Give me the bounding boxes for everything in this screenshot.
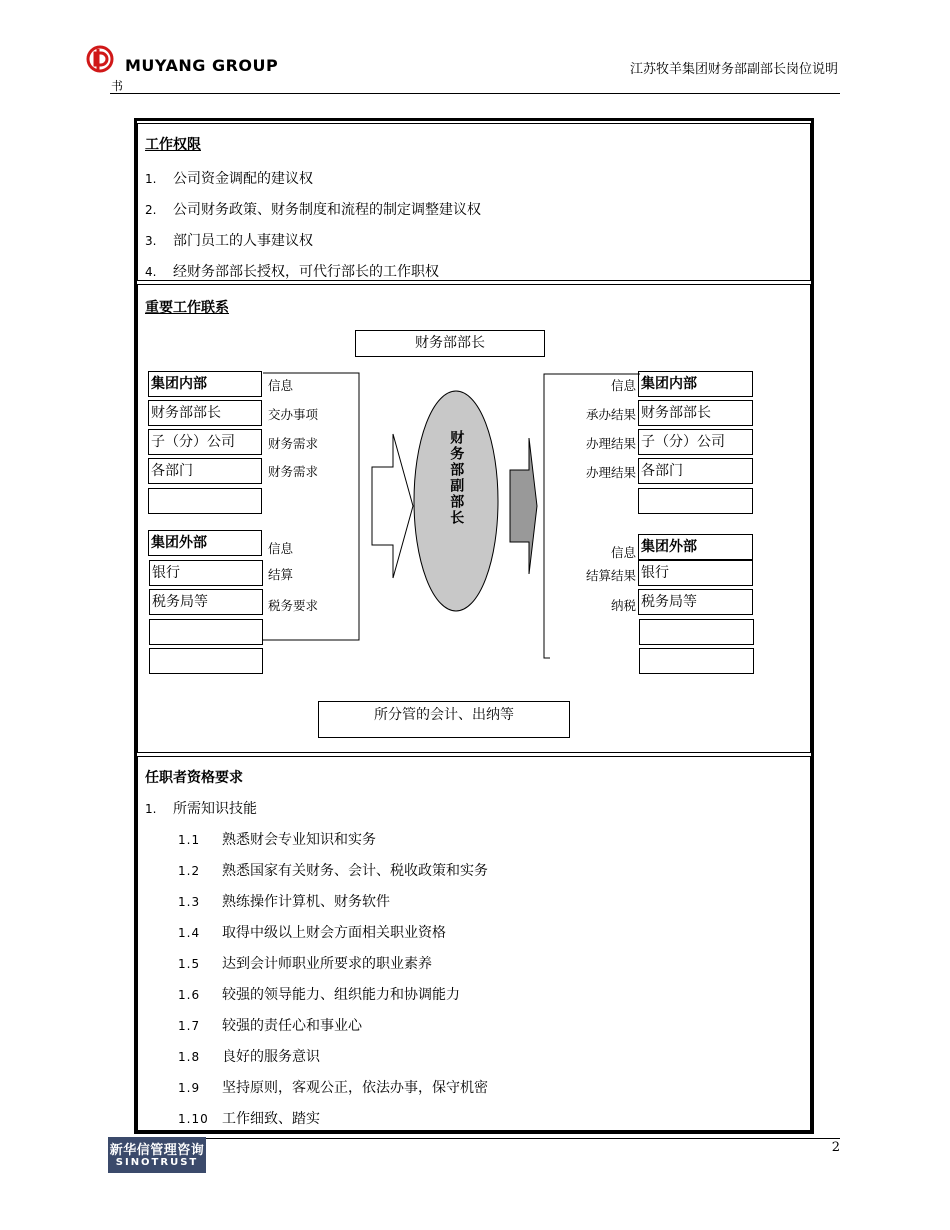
right-internal-box: 各部门	[638, 458, 753, 484]
right-internal-header: 集团内部	[638, 371, 753, 397]
sinotrust-logo-en: SINOTRUST	[115, 1157, 199, 1168]
right-internal-label: 办理结果	[585, 436, 636, 451]
right-external-box-empty	[639, 648, 754, 674]
authority-item: 4. 经财务部部长授权，可代行部长的工作职权	[145, 264, 439, 280]
left-internal-box: 财务部部长	[148, 400, 262, 426]
right-external-box: 银行	[638, 560, 753, 586]
left-internal-label: 交办事项	[268, 407, 319, 422]
sinotrust-logo-cn: 新华信管理咨询	[109, 1143, 205, 1158]
left-external-label: 结算	[268, 567, 294, 582]
qualification-subitem: 1.1 熟悉财会专业知识和实务	[178, 832, 376, 848]
qualification-subitem: 1.4 取得中级以上财会方面相关职业资格	[178, 925, 446, 941]
footer-divider	[110, 1138, 840, 1139]
page-number: 2	[831, 1140, 840, 1155]
left-external-label: 信息	[268, 541, 294, 556]
qualification-subitem: 1.6 较强的领导能力、组织能力和协调能力	[178, 987, 460, 1003]
qualifications-title: 任职者资格要求	[145, 770, 243, 786]
right-external-header: 集团外部	[638, 534, 753, 560]
left-internal-label: 财务需求	[268, 436, 319, 451]
right-internal-box: 子（分）公司	[638, 429, 753, 455]
document-title-continued: 书	[111, 79, 124, 93]
qualification-subitem: 1.2 熟悉国家有关财务、会计、税收政策和实务	[178, 863, 488, 879]
authority-item: 2. 公司财务政策、财务制度和流程的制定调整建议权	[145, 202, 481, 218]
right-internal-box-empty	[638, 488, 753, 514]
left-external-box-empty	[149, 648, 263, 674]
center-role-label: 财务部副部长	[448, 430, 465, 526]
qualification-subitem: 1.7 较强的责任心和事业心	[178, 1018, 362, 1034]
left-external-box: 银行	[149, 560, 263, 586]
relations-title: 重要工作联系	[145, 300, 229, 316]
left-external-header: 集团外部	[148, 530, 262, 556]
left-internal-label: 财务需求	[268, 464, 319, 479]
right-external-label: 信息	[610, 545, 636, 560]
right-external-label: 结算结果	[585, 568, 636, 583]
authority-title: 工作权限	[145, 137, 201, 153]
authority-item: 3. 部门员工的人事建议权	[145, 233, 313, 249]
bottom-box-staff: 所分管的会计、出纳等	[318, 701, 570, 738]
right-external-box-empty	[639, 619, 754, 645]
qualification-subitem: 1.5 达到会计师职业所要求的职业素养	[178, 956, 432, 972]
qualification-subitem: 1.9 坚持原则，客观公正，依法办事，保守机密	[178, 1080, 488, 1096]
left-internal-box-empty	[148, 488, 262, 514]
right-internal-box: 财务部部长	[638, 400, 753, 426]
qualification-subitem: 1.8 良好的服务意识	[178, 1049, 320, 1065]
right-external-box: 税务局等	[638, 589, 753, 615]
sinotrust-logo	[108, 1137, 206, 1173]
left-external-box-empty	[149, 619, 263, 645]
left-external-label: 税务要求	[268, 598, 319, 613]
company-name: MUYANG GROUP	[125, 56, 279, 75]
left-internal-box: 各部门	[148, 458, 262, 484]
right-external-label: 纳税	[610, 598, 636, 613]
left-internal-label: 信息	[268, 378, 294, 393]
right-internal-label: 承办结果	[585, 407, 636, 422]
left-external-box: 税务局等	[149, 589, 263, 615]
left-internal-header: 集团内部	[148, 371, 262, 397]
qualification-main-item: 1. 所需知识技能	[145, 801, 257, 817]
qualification-subitem: 1.10 工作细致、踏实	[178, 1111, 320, 1127]
qualification-subitem: 1.3 熟练操作计算机、财务软件	[178, 894, 390, 910]
authority-item: 1. 公司资金调配的建议权	[145, 171, 313, 187]
right-internal-label: 信息	[610, 378, 636, 393]
left-internal-box: 子（分）公司	[148, 429, 262, 455]
document-title: 江苏牧羊集团财务部副部长岗位说明	[629, 62, 838, 77]
right-internal-label: 办理结果	[585, 465, 636, 480]
top-box-director: 财务部部长	[355, 330, 545, 357]
